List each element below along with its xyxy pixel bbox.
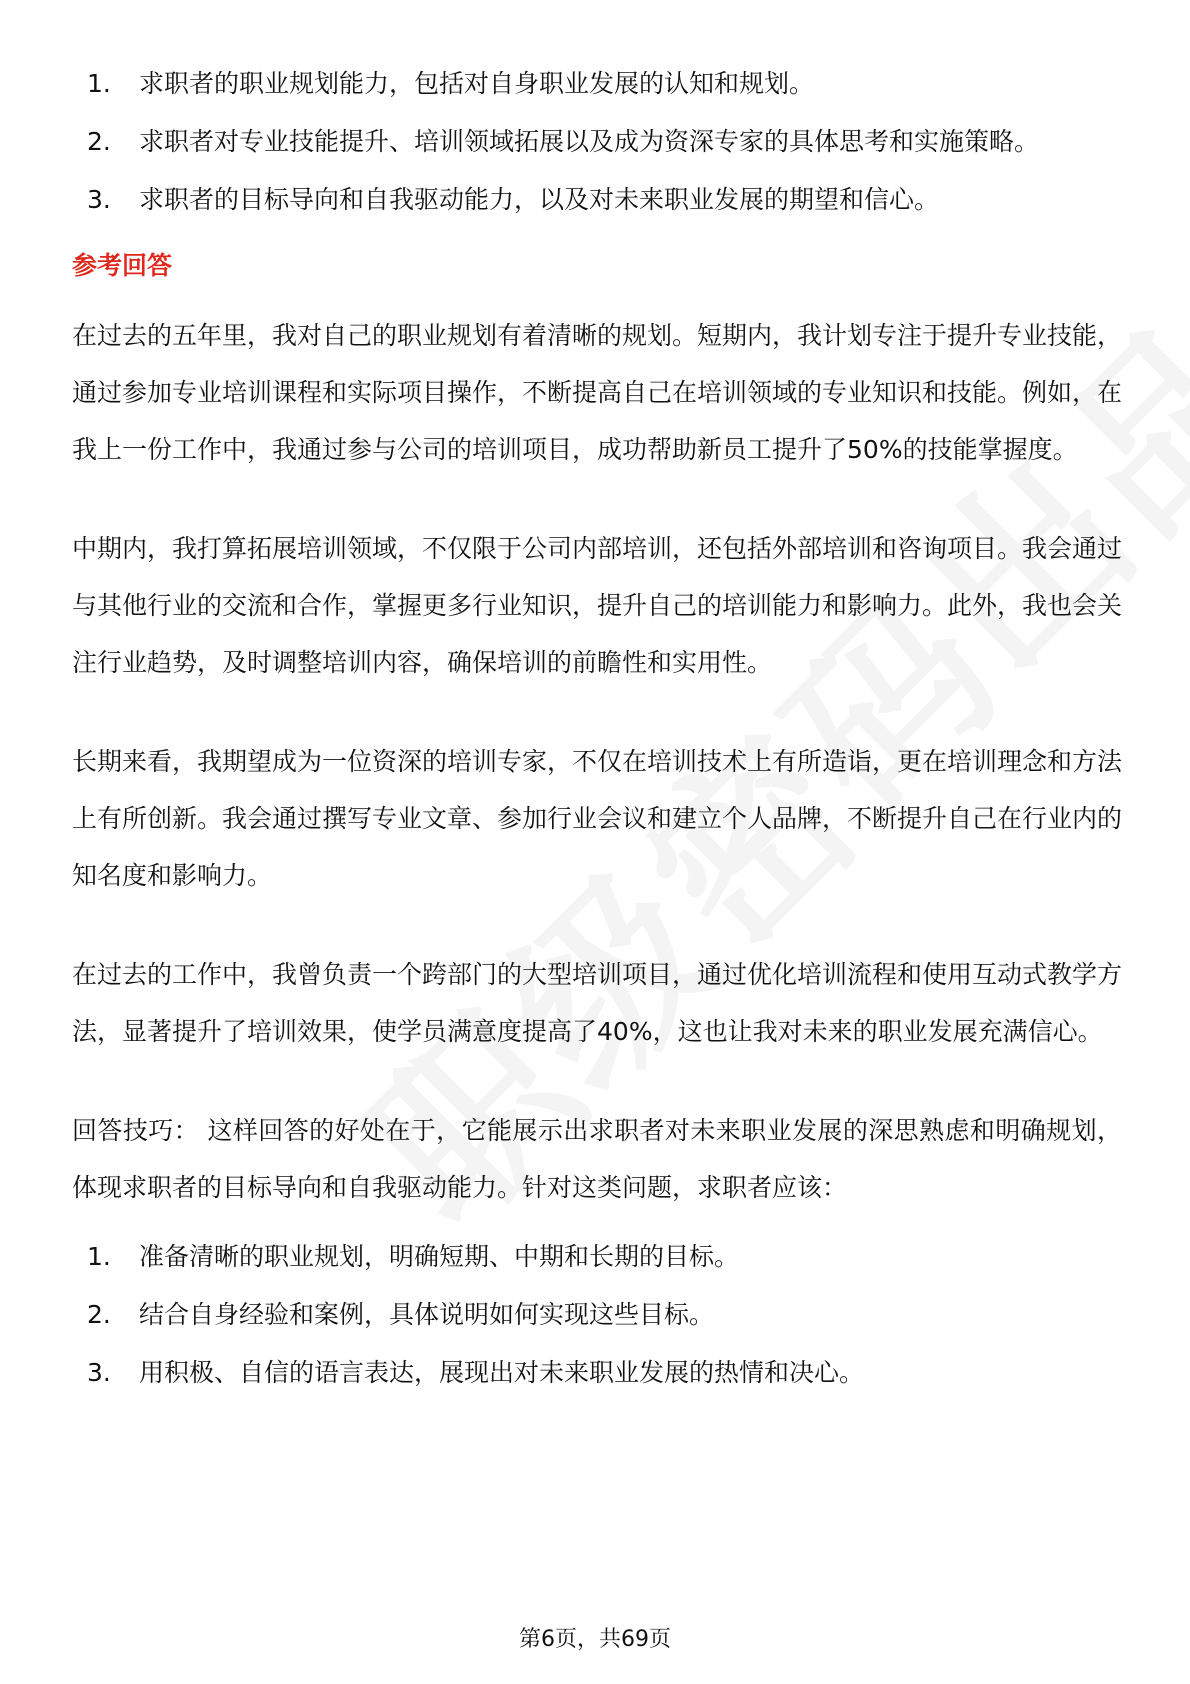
- list-text: 准备清晰的职业规划，明确短期、中期和长期的目标。: [139, 1242, 740, 1271]
- answer-paragraph: 在过去的工作中，我曾负责一个跨部门的大型培训项目，通过优化培训流程和使用互动式教学方法，显著提升了培训效果，使学员满意度提高了40%，这也让我对未来的职业发展充满信心。: [72, 960, 1123, 1046]
- list-number: 2.: [87, 1300, 111, 1329]
- tips-list: [72, 1228, 1122, 1402]
- list-number: 3.: [87, 1358, 111, 1387]
- list-number: 3.: [87, 185, 111, 214]
- list-number: 1.: [87, 69, 111, 98]
- list-number: 2.: [87, 127, 111, 156]
- list-item: [72, 1286, 1122, 1344]
- answer-paragraph: 中期内，我打算拓展培训领域，不仅限于公司内部培训，还包括外部培训和咨询项目。我会通过与其他行业的交流和合作，掌握更多行业知识，提升自己的培训能力和影响力。此外，我也会关注行业趋势，及时调整培训内容，确保培训的前瞻性和实用性。: [72, 534, 1123, 677]
- list-text: 求职者的目标导向和自我驱动能力，以及对未来职业发展的期望和信心。: [139, 185, 940, 214]
- tips-paragraph: 回答技巧： 这样回答的好处在于，它能展示出求职者对未来职业发展的深思熟虑和明确规划，体现求职者的目标导向和自我驱动能力。针对这类问题，求职者应该：: [72, 1116, 1122, 1202]
- list-text: 求职者对专业技能提升、培训领域拓展以及成为资深专家的具体思考和实施策略。: [139, 127, 1040, 156]
- answer-paragraph: 长期来看，我期望成为一位资深的培训专家，不仅在培训技术上有所造诣，更在培训理念和方法上有所创新。我会通过撰写专业文章、参加行业会议和建立个人品牌，不断提升自己在行业内的知名度和影响力。: [72, 747, 1123, 890]
- content: [72, 55, 1122, 1402]
- list-number: 1.: [87, 1242, 111, 1271]
- list-text: 用积极、自信的语言表达，展现出对未来职业发展的热情和决心。: [139, 1358, 865, 1387]
- list-item: [72, 1344, 1122, 1402]
- answer-paragraph: 在过去的五年里，我对自己的职业规划有着清晰的规划。短期内，我计划专注于提升专业技能，通过参加专业培训课程和实际项目操作，不断提高自己在培训领域的专业知识和技能。例如，在我上一份工作中，我通过参与公司的培训项目，成功帮助新员工提升了50%的技能掌握度。: [72, 321, 1123, 464]
- list-item: [72, 55, 1122, 113]
- list-item: [72, 113, 1122, 171]
- section-heading: 参考回答: [72, 251, 173, 280]
- list-item: [72, 1228, 1122, 1286]
- list-text: 结合自身经验和案例，具体说明如何实现这些目标。: [139, 1300, 715, 1329]
- list-text: 求职者的职业规划能力，包括对自身职业发展的认知和规划。: [139, 69, 815, 98]
- list-item: [72, 171, 1122, 229]
- page-number-footer: 第6页，共69页: [519, 1627, 671, 1652]
- criteria-list: [72, 55, 1122, 229]
